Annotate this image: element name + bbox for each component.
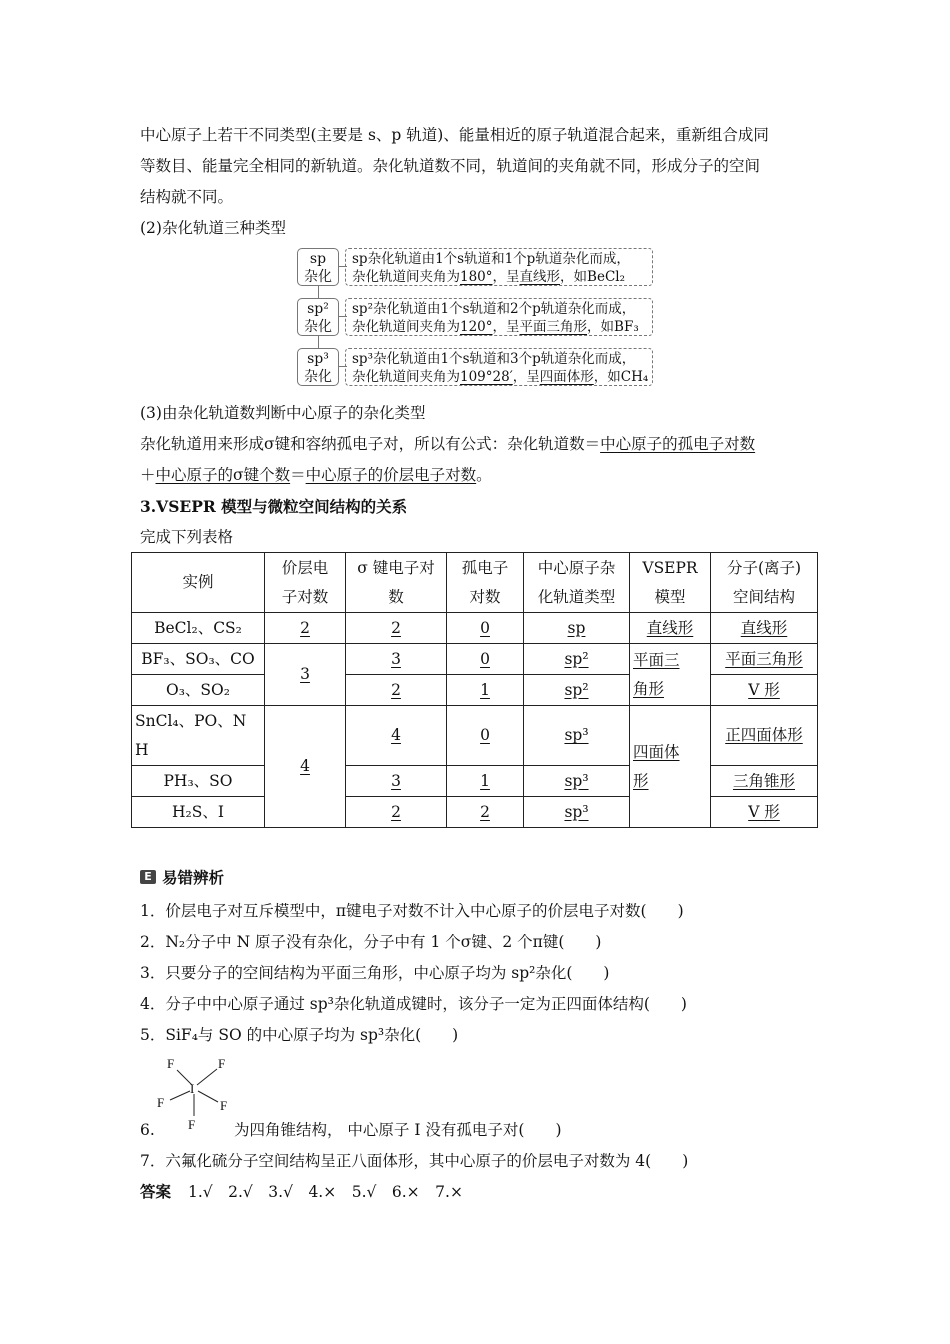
intro-line-2: 等数目、能量完全相同的新轨道。杂化轨道数不同，轨道间的夹角就不同，形成分子的空间 (140, 157, 761, 175)
connector (318, 286, 319, 298)
intro-line-3: 结构就不同。 (140, 188, 234, 206)
error-item-7: 7．六氟化硫分子空间结构呈正八面体形，其中心原子的价层电子对数为 4( ) (140, 1152, 689, 1170)
answer-values: 1.√ 2.√ 3.√ 4.× 5.√ 6.× 7.× (187, 1183, 463, 1201)
intro-line-1: 中心原子上若干不同类型(主要是 s、p 轨道)、能量相近的原子轨道混合起来，重新组合成同 (140, 126, 769, 144)
table-row: BF₃、SO₃、CO 3 3 0 sp² 平面三 角形 平面三角形 (132, 644, 818, 675)
col-header-hybrid: 中心原子杂 化轨道类型 (524, 553, 630, 613)
formula-line-2: ＋中心原子的σ键个数＝中心原子的价层电子对数。 (140, 466, 492, 484)
hybrid-description: sp杂化轨道由1个s轨道和1个p轨道杂化而成， 杂化轨道间夹角为180°，呈直线形，如BeCl₂ (345, 248, 653, 286)
errors-section-title: 易错辨析 (162, 869, 225, 887)
atom-f: F (188, 1117, 196, 1132)
atom-f: F (220, 1098, 228, 1113)
hybrid-label-box: sp² 杂化 (297, 298, 339, 336)
table-row: H₂S、I 2 2 sp³ V 形 (132, 797, 818, 828)
vsepr-heading: 3.VSEPR 模型与微粒空间结构的关系 (140, 497, 408, 516)
atom-i: I (190, 1081, 195, 1096)
section-3-title: (3)由杂化轨道数判断中心原子的杂化类型 (140, 404, 426, 422)
error-item-6: 为四角锥结构， 中心原子 I 没有孤电子对( ) (234, 1121, 562, 1139)
connector (318, 336, 319, 348)
error-item-2: 2．N₂分子中 N 原子没有杂化，分子中有 1 个σ键、2 个π键( ) (140, 933, 602, 951)
hybrid-label-box: sp 杂化 (297, 248, 339, 286)
col-header-example: 实例 (132, 553, 265, 613)
col-header-model: VSEPR 模型 (630, 553, 711, 613)
section-2-title: (2)杂化轨道三种类型 (140, 219, 286, 237)
vsepr-table (131, 552, 818, 828)
atom-f: F (218, 1056, 226, 1071)
col-header-lone: 孤电子 对数 (447, 553, 524, 613)
table-caption: 完成下列表格 (140, 528, 234, 546)
error-item-5: 5．SiF₄与 SO 的中心原子均为 sp³杂化( ) (140, 1026, 459, 1044)
table-row: BeCl₂、CS₂ 2 2 0 sp 直线形 直线形 (132, 613, 818, 644)
col-header-sigma: σ 键电子对 数 (346, 553, 447, 613)
table-row: PH₃、SO 3 1 sp³ 三角锥形 (132, 766, 818, 797)
table-row: O₃、SO₂ 2 1 sp² V 形 (132, 675, 818, 706)
answers-line (140, 1181, 463, 1203)
error-item-3: 3．只要分子的空间结构为平面三角形，中心原子均为 sp²杂化( ) (140, 964, 610, 982)
error-item-4: 4．分子中中心原子通过 sp³杂化轨道成键时，该分子一定为正四面体结构( ) (140, 995, 687, 1013)
atom-f: F (157, 1095, 165, 1110)
if5-structure-diagram (150, 1052, 240, 1132)
error-item-6-number: 6. (140, 1121, 155, 1139)
atom-f: F (167, 1056, 175, 1071)
col-header-vp: 价层电 子对数 (265, 553, 346, 613)
error-item-1: 1．价层电子对互斥模型中，π键电子对数不计入中心原子的价层电子对数( ) (140, 902, 684, 920)
hybrid-description: sp²杂化轨道由1个s轨道和2个p轨道杂化而成， 杂化轨道间夹角为120°，呈平面三角形，如BF₃ (345, 298, 653, 336)
answer-label: 答案 (140, 1182, 172, 1201)
errors-section-tag (140, 866, 224, 888)
col-header-shape: 分子(离子) 空间结构 (711, 553, 818, 613)
e-badge-icon: E (140, 870, 156, 884)
hybrid-label-box: sp³ 杂化 (297, 348, 339, 386)
table-header-row (132, 553, 818, 613)
hybrid-description: sp³杂化轨道由1个s轨道和3个p轨道杂化而成， 杂化轨道间夹角为109°28′，呈四面体形，如CH₄ (345, 348, 653, 386)
table-row: SnCl₄、PO、N H 4 4 0 sp³ 四面体 形 正四面体形 (132, 706, 818, 766)
formula-line-1: 杂化轨道用来形成σ键和容纳孤电子对，所以有公式：杂化轨道数＝中心原子的孤电子对数 (140, 435, 756, 453)
